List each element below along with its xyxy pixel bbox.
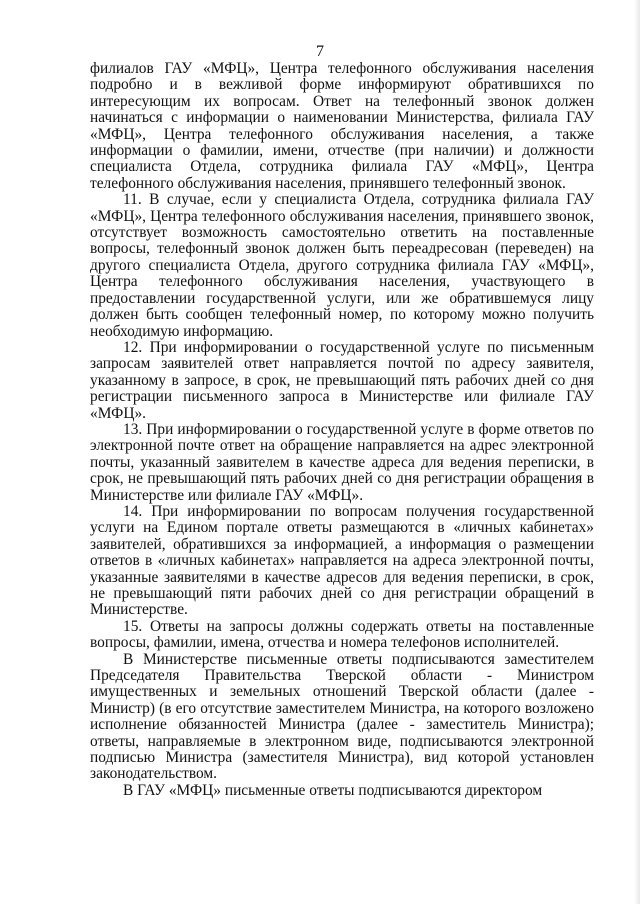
scan-edge-shadow: [634, 0, 640, 904]
paragraph-intro-continuation: филиалов ГАУ «МФЦ», Центра телефонного обслуживания населения подробно и в вежливой форме информируют обратившихся по интересующим их вопросам. Ответ на телефонный звонок должен начинаться с информации о наименовании Министерства, филиала ГАУ «МФЦ», Центра телефонного обслуживания населения, а также информации о фамилии, имени, отчестве (при наличии) и должности специалиста Отдела, сотрудника филиала ГАУ «МФЦ», Центра телефонного обслуживания населения, принявшего телефонный звонок.: [90, 60, 594, 192]
document-body: [90, 61, 594, 799]
paragraph-mfc-signing: В ГАУ «МФЦ» письменные ответы подписываются директором: [123, 781, 543, 799]
paragraph-11: 11. В случае, если у специалиста Отдела, сотрудника филиала ГАУ «МФЦ», Центра телефонного обслуживания населения, принявшего звонок, отсутствует возможность самостоятельно ответить на поставленные вопросы, телефонный звонок должен быть переадресован (переведен) на другого специалиста Отдела, другого сотрудника филиала ГАУ «МФЦ», Центра телефонного обслуживания населения, участвующего в предоставлении государственной услуги, или же обратившемуся лицу должен быть сообщен телефонный номер, по которому можно получить необходимую информацию.: [90, 191, 594, 340]
paragraph-13: 13. При информировании о государственной услуге в форме ответов по электронной почте ответ на обращение направляется на адрес электронной почты, указанный заявителем в качестве адреса для ведения переписки, в срок, не превышающий пять рабочих дней со дня регистрации обращения в Министерстве или филиале ГАУ «МФЦ».: [90, 420, 594, 504]
paragraph-15: 15. Ответы на запросы должны содержать ответы на поставленные вопросы, фамилии, имена, отчества и номера телефонов исполнителей.: [90, 617, 594, 652]
page-number: 7: [316, 43, 324, 60]
paragraph-ministry-signing: В Министерстве письменные ответы подписываются заместителем Председателя Правительства Тверской области - Министром имущественных и земельных отношений Тверской области (далее - Министр) (в его отсутствие заместителем Министра, на которого возложено исполнение обязанностей Министра (далее - заместитель Министра); ответы, направляемые в электронном виде, подписываются электронной подписью Министра (заместителя Министра), вид которой установлен законодательством.: [90, 650, 594, 783]
paragraph-12: 12. При информировании о государственной услуге по письменным запросам заявителей ответ направляется почтой по адресу заявителя, указанному в запросе, в срок, не превышающий пять рабочих дней со дня регистрации письменного запроса в Министерстве или филиале ГАУ «МФЦ».: [90, 338, 594, 422]
paragraph-14: 14. При информировании по вопросам получения государственной услуги на Едином портале ответы размещаются в «личных кабинетах» заявителей, обратившихся за информацией, а информация о размещении ответов в «личных кабинетах» направляется на адреса электронной почты, указанные заявителями в качестве адресов для ведения переписки, в срок, не превышающий пяти рабочих дней со дня регистрации обращений в Министерстве.: [90, 502, 594, 619]
